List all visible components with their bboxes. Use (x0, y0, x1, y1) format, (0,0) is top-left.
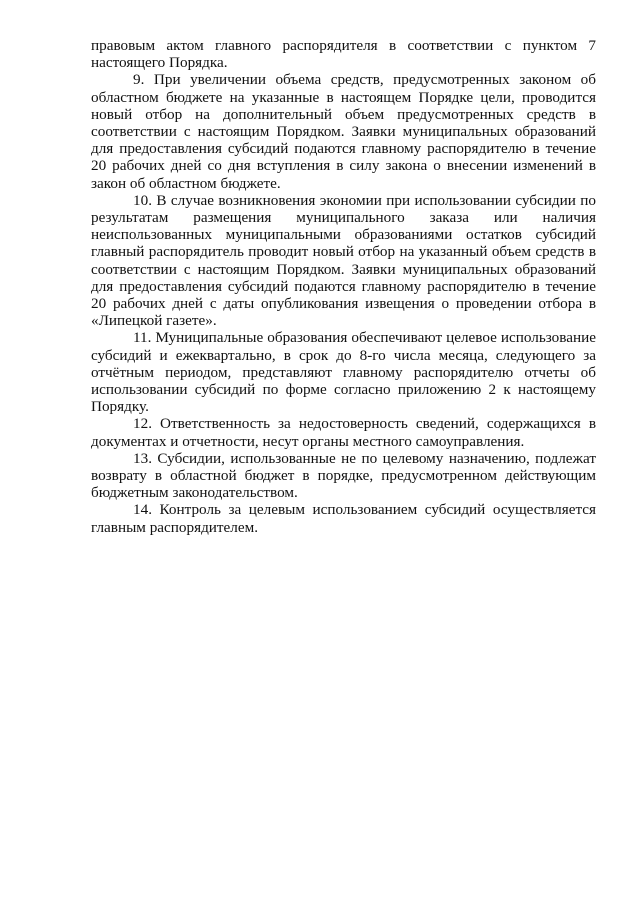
paragraph-item-11: 11. Муниципальные образования обеспечивают целевое использование субсидий и ежеквартально, в срок до 8-го числа месяца, следующего за отчётным периодом, представляют главному распорядителю отчеты об использовании субсидий по форме согласно приложению 2 к настоящему Порядку. (91, 329, 596, 416)
paragraph-item-13: 13. Субсидии, использованные не по целевому назначению, подлежат возврату в областной бюджет в порядке, предусмотренном действующим бюджетным законодательством. (91, 449, 596, 502)
paragraph-continuation: правовым актом главного распорядителя в соответствии с пунктом 7 настоящего Порядка. (91, 37, 596, 72)
paragraph-item-9: 9. При увеличении объема средств, предусмотренных законом об областном бюджете на указанные в настоящем Порядке цели, проводится новый отбор на дополнительный объем предусмотренных средств в соответствии с настоящим Порядком. Заявки муниципальных образований для предоставления субсидий подаются главному распорядителю в течение 20 рабочих дней со дня вступления в силу закона о внесении изменений в закон об областном бюджете. (91, 71, 596, 192)
paragraph-item-14: 14. Контроль за целевым использованием субсидий осуществляется главным распорядителем. (91, 501, 596, 536)
document-page (91, 37, 596, 536)
paragraph-item-12: 12. Ответственность за недостоверность сведений, содержащихся в документах и отчетности, несут органы местного самоуправления. (91, 415, 596, 450)
paragraph-item-10: 10. В случае возникновения экономии при использовании субсидии по результатам размещения муниципального заказа или наличия неиспользованных муниципальными образованиями остатков субсидий главный распорядитель проводит новый отбор на указанный объем средств в соответствии с настоящим Порядком. Заявки муниципальных образований для предоставления субсидий подаются главному распорядителю в течение 20 рабочих дней с даты опубликования извещения о проведении отбора в «Липецкой газете». (91, 191, 596, 330)
